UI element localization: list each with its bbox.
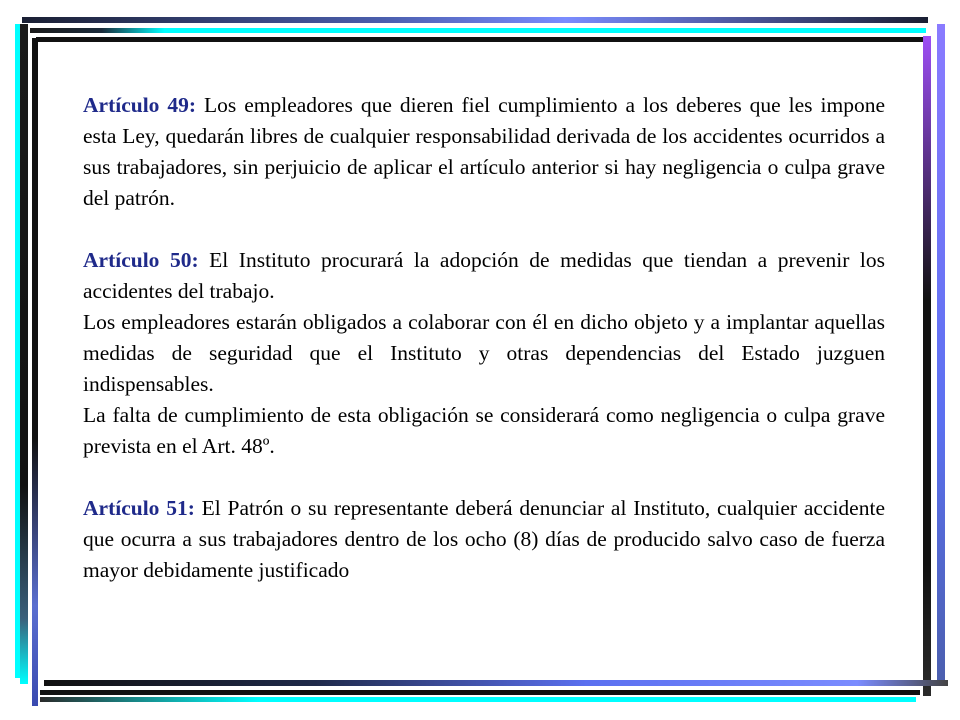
- frame-bar-bottom: [44, 680, 948, 686]
- frame-bar-left: [20, 24, 28, 684]
- frame-bar-bottom-cyan: [40, 697, 916, 702]
- article-49-text: Los empleadores que dieren fiel cumplimiento a los deberes que les impone esta Ley, quedarán libres de cualquier responsabilidad derivada de los accidentes ocurridos a sus trabajadores, sin perjuicio de aplicar el artículo anterior si hay negligencia o culpa grave del patrón.: [83, 93, 885, 210]
- frame-bar-left-inner: [32, 38, 38, 706]
- article-50: [83, 245, 885, 307]
- article-51-label: Artículo 51:: [83, 496, 195, 520]
- frame-bar-right-inner: [923, 36, 931, 696]
- frame-bar-top: [22, 17, 928, 23]
- article-51: [83, 493, 885, 586]
- frame-bar-bottom-inner: [40, 690, 920, 695]
- article-50-text: El Instituto procurará la adopción de medidas que tiendan a prevenir los accidentes del trabajo.: [83, 248, 885, 303]
- frame-bar-top-cyan: [30, 28, 926, 33]
- article-50-paragraph-2: Los empleadores estarán obligados a colaborar con él en dicho objeto y a implantar aquellas medidas de seguridad que el Instituto y otras dependencias del Estado juzguen indispensables.: [83, 310, 885, 396]
- slide-content: [83, 90, 885, 586]
- frame-bar-top-inner: [36, 37, 926, 42]
- article-49-label: Artículo 49:: [83, 93, 197, 117]
- article-51-text: El Patrón o su representante deberá denunciar al Instituto, cualquier accidente que ocurra a sus trabajadores dentro de los ocho (8) días de producido salvo caso de fuerza mayor debidamente justificado: [83, 496, 885, 582]
- article-49: [83, 90, 885, 214]
- frame-bar-right: [937, 24, 945, 686]
- article-50-label: Artículo 50:: [83, 248, 199, 272]
- article-50-paragraph-3: La falta de cumplimiento de esta obligación se considerará como negligencia o culpa grave prevista en el Art. 48º.: [83, 403, 885, 458]
